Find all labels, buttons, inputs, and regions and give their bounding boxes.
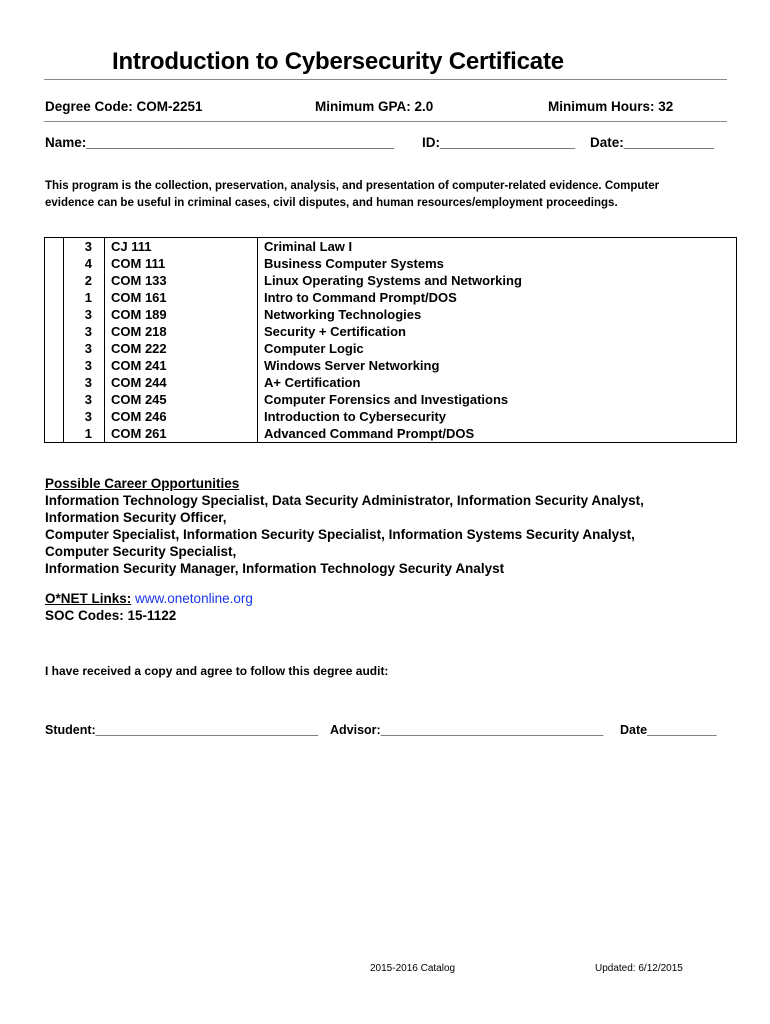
course-spacer <box>45 272 64 289</box>
advisor-signature[interactable]: Advisor:________________________________ <box>330 723 604 737</box>
course-title: Intro to Command Prompt/DOS <box>258 289 737 306</box>
course-row <box>45 425 737 443</box>
course-code: COM 222 <box>105 340 258 357</box>
course-spacer <box>45 391 64 408</box>
course-title: Business Computer Systems <box>258 255 737 272</box>
course-title: A+ Certification <box>258 374 737 391</box>
course-code: COM 133 <box>105 272 258 289</box>
course-title: Windows Server Networking <box>258 357 737 374</box>
course-table <box>44 237 737 443</box>
career-line: Information Technology Specialist, Data Security Administrator, Information Security Analyst, <box>45 493 644 508</box>
page-title: Introduction to Cybersecurity Certificate <box>112 48 564 75</box>
course-hours: 3 <box>64 340 105 357</box>
career-line: Computer Security Specialist, <box>45 544 237 559</box>
signature-date[interactable]: Date__________ <box>620 723 717 737</box>
minimum-hours: Minimum Hours: 32 <box>548 99 674 114</box>
onet-section <box>45 590 253 624</box>
course-row <box>45 357 737 374</box>
footer-updated: Updated: 6/12/2015 <box>595 963 683 974</box>
course-spacer <box>45 238 64 256</box>
course-code: CJ 111 <box>105 238 258 256</box>
career-line: Information Security Officer, <box>45 510 227 525</box>
course-code: COM 161 <box>105 289 258 306</box>
course-row <box>45 340 737 357</box>
course-code: COM 218 <box>105 323 258 340</box>
name-field[interactable]: Name:_________________________________________ <box>45 135 395 150</box>
date-field[interactable]: Date:____________ <box>590 135 714 150</box>
course-hours: 2 <box>64 272 105 289</box>
course-row <box>45 391 737 408</box>
course-title: Computer Logic <box>258 340 737 357</box>
course-title: Criminal Law I <box>258 238 737 256</box>
course-row <box>45 238 737 256</box>
onet-link[interactable]: www.onetonline.org <box>135 591 253 606</box>
course-row <box>45 306 737 323</box>
course-hours: 3 <box>64 391 105 408</box>
course-hours: 3 <box>64 357 105 374</box>
course-title: Networking Technologies <box>258 306 737 323</box>
course-spacer <box>45 255 64 272</box>
course-row <box>45 289 737 306</box>
program-description: This program is the collection, preservation, analysis, and presentation of computer-related evidence. Computer evidence can be useful in criminal cases, civil disputes, and human resources/employment proceedings. <box>45 180 660 209</box>
course-hours: 3 <box>64 238 105 256</box>
course-hours: 3 <box>64 408 105 425</box>
course-code: COM 245 <box>105 391 258 408</box>
career-heading: Possible Career Opportunities <box>45 476 240 491</box>
course-spacer <box>45 340 64 357</box>
course-spacer <box>45 306 64 323</box>
course-hours: 3 <box>64 374 105 391</box>
course-code: COM 111 <box>105 255 258 272</box>
footer-catalog: 2015-2016 Catalog <box>370 963 456 974</box>
course-title: Computer Forensics and Investigations <box>258 391 737 408</box>
course-spacer <box>45 425 64 443</box>
course-row <box>45 374 737 391</box>
header-divider <box>44 121 727 122</box>
course-hours: 4 <box>64 255 105 272</box>
course-code: COM 189 <box>105 306 258 323</box>
course-spacer <box>45 357 64 374</box>
course-code: COM 246 <box>105 408 258 425</box>
minimum-gpa: Minimum GPA: 2.0 <box>315 99 434 114</box>
title-divider <box>44 79 727 80</box>
career-section <box>45 475 644 577</box>
id-field[interactable]: ID:__________________ <box>422 135 576 150</box>
course-hours: 3 <box>64 306 105 323</box>
course-code: COM 244 <box>105 374 258 391</box>
course-row <box>45 408 737 425</box>
course-spacer <box>45 289 64 306</box>
course-hours: 3 <box>64 323 105 340</box>
course-title: Security + Certification <box>258 323 737 340</box>
agreement-text: I have received a copy and agree to follow this degree audit: <box>45 664 389 678</box>
course-hours: 1 <box>64 289 105 306</box>
student-signature[interactable]: Student:________________________________ <box>45 723 319 737</box>
career-line: Computer Specialist, Information Security Specialist, Information Systems Security Analyst, <box>45 527 635 542</box>
course-row <box>45 255 737 272</box>
course-hours: 1 <box>64 425 105 443</box>
course-spacer <box>45 408 64 425</box>
degree-code: Degree Code: COM-2251 <box>45 99 203 114</box>
soc-codes: SOC Codes: 15-1122 <box>45 608 177 623</box>
career-line: Information Security Manager, Information Technology Security Analyst <box>45 561 505 576</box>
course-title: Linux Operating Systems and Networking <box>258 272 737 289</box>
course-code: COM 241 <box>105 357 258 374</box>
course-spacer <box>45 374 64 391</box>
course-row <box>45 323 737 340</box>
course-title: Introduction to Cybersecurity <box>258 408 737 425</box>
course-code: COM 261 <box>105 425 258 443</box>
course-spacer <box>45 323 64 340</box>
course-row <box>45 272 737 289</box>
course-title: Advanced Command Prompt/DOS <box>258 425 737 443</box>
onet-label: O*NET Links: <box>45 591 132 606</box>
